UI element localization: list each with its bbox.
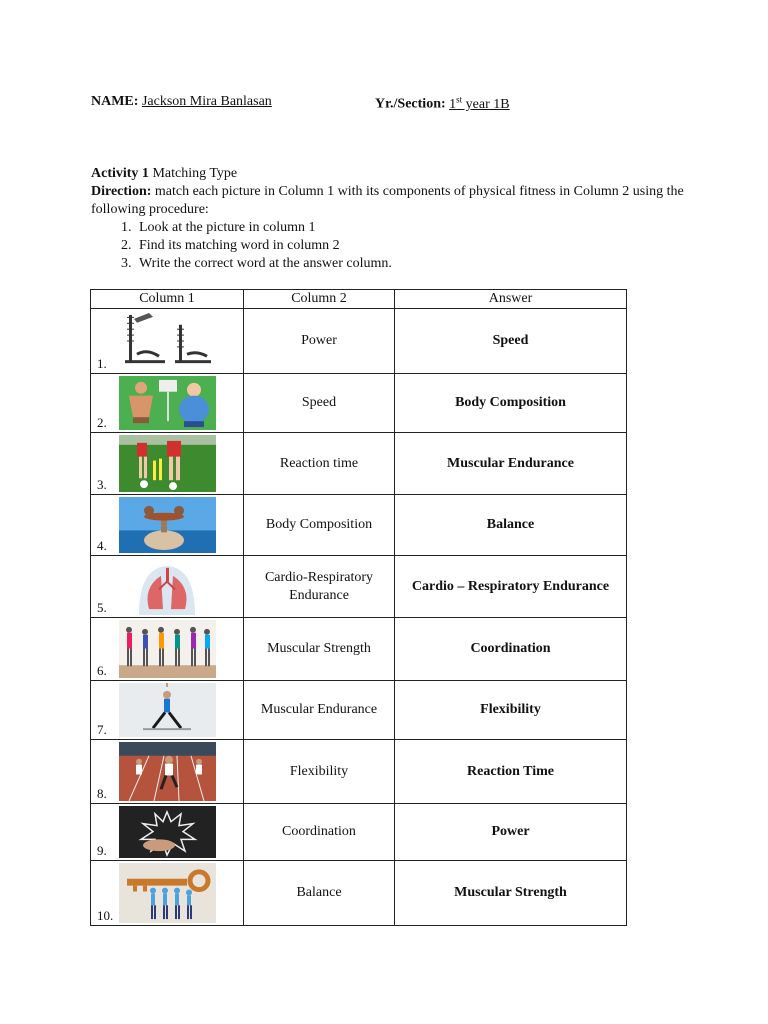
row-number: 6. [97,663,107,678]
column2-header: Column 2 [244,290,395,309]
answer-cell: Coordination [395,618,627,681]
team-lifting-key-icon [119,863,216,923]
balancing-stones-icon [119,497,216,553]
picture-cell [91,861,244,926]
column2-cell: Speed [244,374,395,433]
row-number: 5. [97,600,107,615]
aerobics-group-icon [119,620,216,678]
answer-cell: Balance [395,495,627,556]
picture-cell [91,309,244,374]
table-row [91,374,627,433]
table-row [91,740,627,804]
table-row [91,681,627,740]
column2-cell: Muscular Endurance [244,681,395,740]
activity-title: Activity 1 Matching Type [91,166,238,181]
picture-cell [91,804,244,861]
answer-cell: Reaction Time [395,740,627,804]
hand-burst-icon [119,806,216,858]
step-item: 3. Write the correct word at the answer column. [135,255,691,273]
matching-table [90,289,627,926]
column2-cell: Body Composition [244,495,395,556]
row-number: 3. [97,477,107,492]
direction: Direction: match each picture in Column 1 with its components of physical fitness in Column 2 using the following procedure: [91,184,684,217]
picture-cell [91,681,244,740]
column2-cell: Muscular Strength [244,618,395,681]
activity-instructions [91,165,691,273]
section-info [375,94,510,113]
picture-cell [91,740,244,804]
row-number: 9. [97,843,107,858]
sprinters-icon [119,742,216,801]
answer-cell: Power [395,804,627,861]
picture-cell [91,374,244,433]
yoga-pose-icon [119,683,216,737]
step-item: 1. Look at the picture in column 1 [135,219,691,237]
row-number: 7. [97,722,107,737]
section-label: Yr./Section: [375,96,446,112]
picture-cell [91,556,244,618]
student-header [91,94,691,110]
table-row [91,804,627,861]
row-number: 1. [97,356,107,371]
table-row [91,556,627,618]
column2-cell: Coordination [244,804,395,861]
body-types-icon [119,376,216,430]
table-row [91,495,627,556]
soccer-drill-icon [119,435,216,492]
table-row [91,309,627,374]
table-row [91,618,627,681]
answer-cell: Speed [395,309,627,374]
picture-cell [91,433,244,495]
section-value: 1st year 1B [449,94,510,112]
picture-cell [91,618,244,681]
answer-cell: Cardio – Respiratory Endurance [395,556,627,618]
table-row [91,861,627,926]
answer-cell: Muscular Strength [395,861,627,926]
table-row [91,433,627,495]
column2-cell: Balance [244,861,395,926]
procedure-steps [91,219,691,273]
column2-cell: Flexibility [244,740,395,804]
answer-header: Answer [395,290,627,309]
column2-cell: Reaction time [244,433,395,495]
table-header-row [91,290,627,309]
column2-cell: Cardio-Respiratory Endurance [244,556,395,618]
answer-cell: Flexibility [395,681,627,740]
column1-header: Column 1 [91,290,244,309]
name-label: NAME: [91,94,139,109]
row-number: 8. [97,786,107,801]
row-number: 2. [97,415,107,430]
lungs-icon [119,558,216,615]
row-number: 10. [97,908,114,923]
picture-cell [91,495,244,556]
row-number: 4. [97,538,107,553]
answer-cell: Muscular Endurance [395,433,627,495]
step-item: 2. Find its matching word in column 2 [135,237,691,255]
column2-cell: Power [244,309,395,374]
student-name: Jackson Mira Banlasan [141,94,272,109]
answer-cell: Body Composition [395,374,627,433]
vertical-jump-icon [119,311,216,371]
